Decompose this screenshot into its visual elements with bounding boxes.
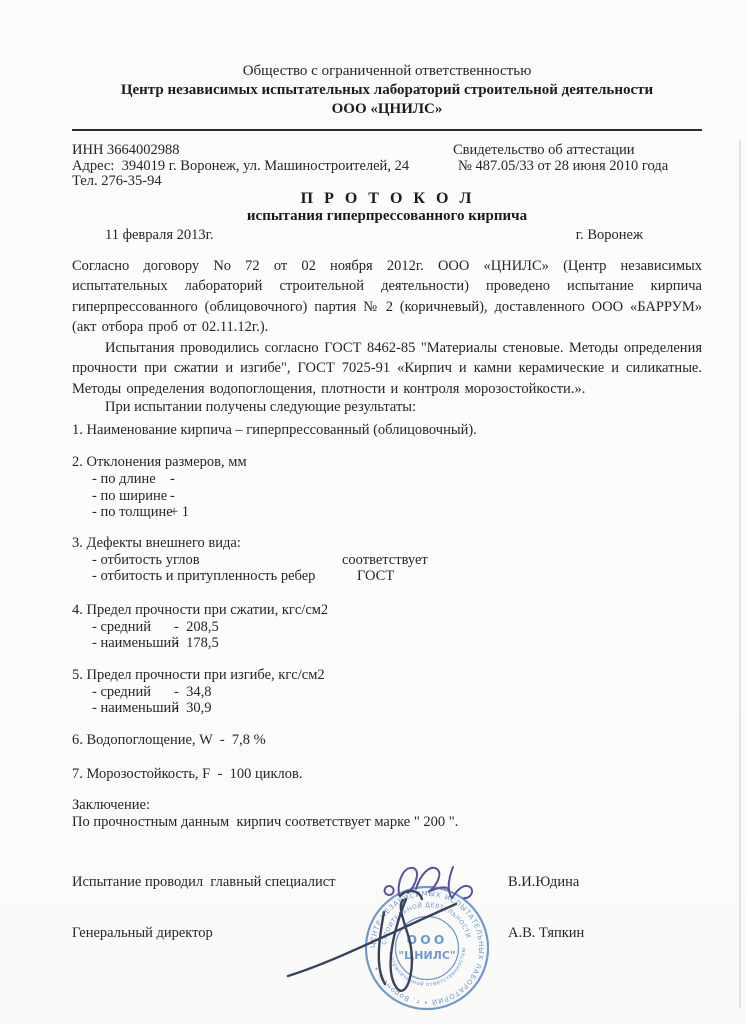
result-item-3 [72, 535, 702, 585]
org-name-line: Центр независимых испытательных лабораторий строительной деятельности [120, 82, 654, 98]
sub-row-value: ГОСТ [357, 568, 395, 584]
method-paragraph: Испытания проводились согласно ГОСТ 8462-85 "Материалы стеновые. Методы определения прочности при сжатии и изгибе", ГОСТ 7025-91 «Кирпич и камни керамические и силикатные. Методы определения водопоглощения, плотности и контроля морозостойкости.». [72, 339, 702, 397]
result-item-title: 6. Водопоглощение, W - 7,8 % [72, 731, 266, 748]
result-item-5 [72, 667, 702, 717]
sub-row-label: - средний [92, 683, 152, 700]
sub-row-value: + 1 [170, 504, 190, 520]
attestation-title: Свидетельство об аттестации [453, 142, 635, 158]
director-name: А.В. Тяпкин [508, 924, 585, 941]
result-sub-row [72, 552, 702, 569]
doc-date: 11 февраля 2013г. [105, 226, 214, 243]
sub-row-label: - отбитость и притупленность ребер [92, 568, 316, 584]
org-type-line: Общество с ограниченной ответственностью [242, 63, 532, 79]
examiner-label: Испытание проводил главный специалист [72, 873, 336, 890]
result-sub-row [72, 635, 702, 652]
phone-line: Тел. 276-35-94 [72, 173, 162, 189]
sub-row-label: - наименьший [92, 635, 180, 651]
attestation-block [453, 143, 702, 190]
sub-row-label: - по ширине [92, 487, 168, 504]
result-sub-row [72, 568, 702, 585]
sub-row-value: - 34,8 [174, 683, 212, 700]
result-sub-row [72, 471, 702, 488]
sub-row-value: - [170, 487, 175, 504]
result-sub-row [72, 488, 702, 505]
result-sub-row [72, 700, 702, 717]
sub-row-label: - средний [92, 618, 152, 635]
result-item-title: 7. Морозостойкость, F - 100 циклов. [72, 765, 303, 782]
result-item-title: 5. Предел прочности при изгибе, кгс/см2 [72, 666, 325, 683]
org-short-name-line: ООО «ЦНИЛС» [331, 101, 443, 117]
result-item-title: 3. Дефекты внешнего вида: [72, 534, 241, 551]
examiner-name: В.И.Юдина [508, 873, 580, 890]
address-line: Адрес: 394019 г. Воронеж, ул. Машиностроителей, 24 [72, 157, 410, 174]
sub-row-value: соответствует [342, 551, 428, 568]
sub-row-label: - отбитость углов [92, 551, 200, 568]
doc-title: П Р О Т О К О Л [300, 189, 474, 207]
sub-row-value: - 208,5 [174, 618, 219, 635]
requisites-row [72, 143, 702, 190]
doc-subtitle: испытания гиперпрессованного кирпича [246, 207, 528, 224]
scan-edge-artifact [739, 140, 741, 1008]
result-item-title: 1. Наименование кирпича – гиперпрессованный (облицовочный). [72, 422, 477, 438]
sub-row-label: - наименьший [92, 700, 180, 716]
result-item-1 [72, 422, 702, 439]
stamp-center-cnils: "ЦНИЛС" [398, 949, 456, 962]
stamp-center-ooo: ООО [406, 932, 448, 947]
attestation-number: № 487.05/33 от 28 июня 2010 года [458, 157, 669, 174]
company-stamp [366, 887, 488, 1009]
stamp-inner-bottom-text: с ограниченной ответственностью [387, 947, 468, 989]
sub-row-label: - по длине [92, 471, 156, 487]
result-item-2 [72, 454, 702, 521]
sub-row-label: - по толщине [92, 504, 173, 520]
result-item-title: 2. Отклонения размеров, мм [72, 454, 247, 470]
result-item-4 [72, 602, 702, 652]
requisites-left [72, 143, 409, 190]
director-label: Генеральный директор [72, 924, 213, 941]
inn-line: ИНН 3664002988 [72, 142, 180, 158]
sub-row-value: - 178,5 [174, 635, 219, 651]
result-sub-row [72, 684, 702, 701]
result-item-6 [72, 732, 702, 749]
conclusion-label: Заключение: [72, 796, 150, 813]
conclusion-text: По прочностным данным кирпич соответствует марке " 200 ". [72, 813, 459, 830]
stamp-and-signatures-overlay [280, 855, 540, 1024]
letterhead [72, 62, 702, 119]
sub-row-value: - [170, 471, 175, 487]
date-city-row [72, 227, 702, 244]
sub-row-value: - 30,9 [174, 700, 212, 716]
stamp-outer-ring-text: ЦЕНТР НЕЗАВИСИМЫХ ИСПЫТАТЕЛЬНЫХ ЛАБОРАТОРИЙ • г. Воронеж • [368, 889, 486, 1007]
result-sub-row [72, 619, 702, 636]
result-item-7 [72, 766, 702, 783]
result-sub-row [72, 504, 702, 521]
result-item-title: 4. Предел прочности при сжатии, кгс/см2 [72, 601, 329, 618]
stamp-inner-top-text: СТРОИТЕЛЬНОЙ ДЕЯТЕЛЬНОСТИ [381, 901, 472, 946]
agreement-paragraph: Согласно договору No 72 от 02 ноября 2012г. ООО «ЦНИЛС» (Центр независимых испытательных лабораторий строительной деятельности) проведено испытание кирпича гиперпрессованного (облицовочного) партия № 2 (коричневый), доставленного ООО «БАРРУМ» (акт отбора проб от 02.11.12г.). [72, 257, 702, 335]
results-intro: При испытании получены следующие результаты: [105, 399, 417, 415]
doc-city: г. Воронеж [575, 226, 643, 243]
conclusion-block [72, 797, 702, 831]
header-divider [72, 129, 702, 131]
